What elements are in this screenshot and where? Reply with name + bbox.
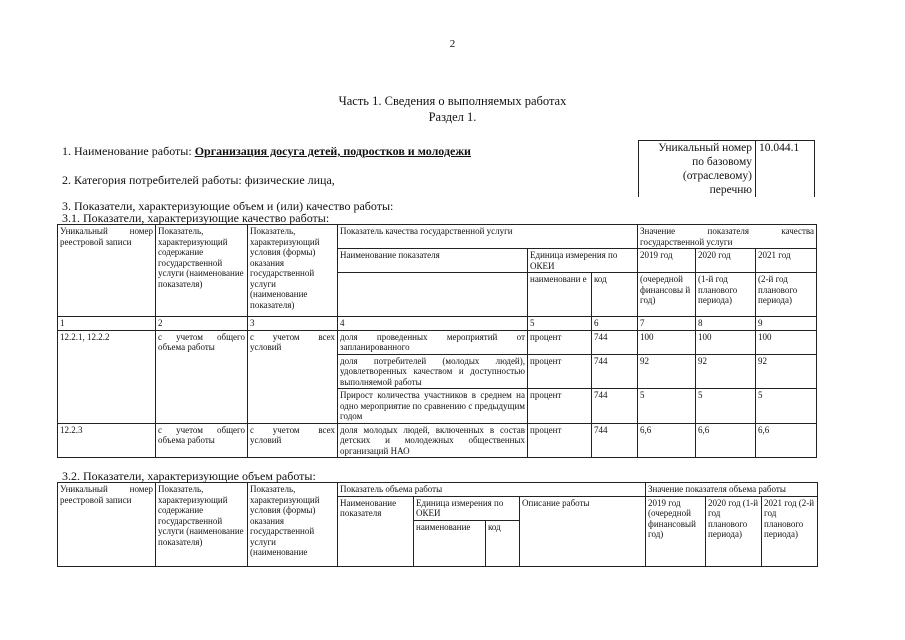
q-header-registry: Уникальный номер реестровой записи — [58, 225, 156, 317]
q-header-2020: 2020 год — [696, 249, 756, 273]
q-v2019: 5 — [638, 389, 696, 424]
q-header-quality: Показатель качества государственной услуги — [338, 225, 638, 249]
v-header-unit-name: наименование — [414, 520, 486, 566]
q-header-content: Показатель, характеризующий содержание государственной услуги (наименование показателя) — [156, 225, 248, 317]
q-v2021: 6,6 — [756, 423, 817, 458]
q-header-conditions: Показатель, характеризующий условия (формы) оказания государственной услуги (наименование показателя) — [248, 225, 338, 317]
q-indicator-name: доля проведенных мероприятий от запланированного — [338, 330, 528, 354]
v-header-2020: 2020 год (1-й год планового периода) — [706, 496, 762, 566]
q-indicator-name: доля потребителей (молодых людей), удовлетворенных качеством и доступностью выполняемой работы — [338, 354, 528, 389]
q-registry: 12.2.3 — [58, 423, 156, 458]
unique-label-line-2: по базовому — [639, 155, 756, 169]
v-header-conditions: Показатель, характеризующий условия (формы) оказания государственной услуги (наименование — [248, 483, 338, 567]
q-registry: 12.2.1, 12.2.2 — [58, 330, 156, 423]
v-header-unit-code: код — [486, 520, 520, 566]
q-unit: процент — [528, 389, 592, 424]
q-header-2021: 2021 год — [756, 249, 817, 273]
q-unit: процент — [528, 354, 592, 389]
q-v2020: 100 — [696, 330, 756, 354]
unique-label-line-1: Уникальный номер — [639, 141, 756, 156]
q-unit: процент — [528, 330, 592, 354]
q-v2020: 92 — [696, 354, 756, 389]
table-row — [58, 330, 817, 354]
unique-number-value: 10.044.1 — [756, 141, 815, 198]
v-header-volume: Показатель объема работы — [338, 483, 646, 497]
q-col-number: 6 — [592, 317, 638, 331]
q-v2021: 92 — [756, 354, 817, 389]
heading-3: 3. Показатели, характеризующие объем и (или) качество работы: — [62, 199, 394, 213]
q-col-number: 4 — [338, 317, 528, 331]
table-row — [58, 423, 817, 458]
q-col-number: 5 — [528, 317, 592, 331]
v-header-description: Описание работы — [520, 496, 646, 566]
q-col-number: 9 — [756, 317, 817, 331]
v-header-registry: Уникальный номер реестровой записи — [58, 483, 156, 567]
q-v2019: 6,6 — [638, 423, 696, 458]
v-header-content: Показатель, характеризующий содержание государственной услуги (наименование показателя) — [156, 483, 248, 567]
v-header-indicator-name: Наименование показателя — [338, 496, 414, 566]
q-header-2019-sub: (очередной финансовы й год) — [638, 273, 696, 317]
v-header-2019: 2019 год (очередной финансовый год) — [646, 496, 706, 566]
heading-3-1: 3.1. Показатели, характеризующие качество работы: — [62, 211, 330, 225]
unique-label-line-4: перечню — [639, 183, 756, 197]
q-header-value: Значение показателя качества государственной услуги — [638, 225, 817, 249]
q-content: с учетом общего объема работы — [156, 423, 248, 458]
v-header-value: Значение показателя объема работы — [646, 483, 818, 497]
page-number: 2 — [449, 38, 456, 50]
q-col-number: 2 — [156, 317, 248, 331]
q-col-number: 7 — [638, 317, 696, 331]
heading-3-2: 3.2. Показатели, характеризующие объем работы: — [62, 469, 316, 483]
q-conditions: с учетом всех условий — [248, 330, 338, 423]
q-code: 744 — [592, 330, 638, 354]
q-col-number: 1 — [58, 317, 156, 331]
q-header-unit-code: код — [592, 273, 638, 317]
q-v2020: 6,6 — [696, 423, 756, 458]
q-indicator-name: доля молодых людей, включенных в состав детских и молодежных общественных организаций НАО — [338, 423, 528, 458]
part-title: Часть 1. Сведения о выполняемых работах — [338, 94, 567, 108]
q-v2020: 5 — [696, 389, 756, 424]
q-unit: процент — [528, 423, 592, 458]
q-header-unit-name: наименовани е — [528, 273, 592, 317]
q-v2021: 5 — [756, 389, 817, 424]
q-content: с учетом общего объема работы — [156, 330, 248, 423]
q-code: 744 — [592, 389, 638, 424]
q-v2021: 100 — [756, 330, 817, 354]
unique-label-line-3: (отраслевому) — [639, 169, 756, 183]
q-conditions: с учетом всех условий — [248, 423, 338, 458]
work-name-label: 1. Наименование работы: — [62, 144, 192, 158]
q-v2019: 100 — [638, 330, 696, 354]
q-header-indicator-blank — [338, 273, 528, 317]
category-line: 2. Категория потребителей работы: физические лица, — [62, 173, 335, 187]
q-header-2020-sub: (1-й год планового периода) — [696, 273, 756, 317]
q-col-number: 3 — [248, 317, 338, 331]
section-title: Раздел 1. — [428, 110, 477, 124]
q-header-2019: 2019 год — [638, 249, 696, 273]
q-code: 744 — [592, 423, 638, 458]
q-header-indicator-name: Наименование показателя — [338, 249, 528, 273]
work-name-line — [62, 144, 471, 159]
v-header-2021: 2021 год (2-й год планового периода) — [762, 496, 818, 566]
q-indicator-name: Прирост количества участников в среднем на одно мероприятие по сравнению с предыдущим годом — [338, 389, 528, 424]
q-header-unit: Единица измерения по ОКЕИ — [528, 249, 638, 273]
quality-table — [57, 224, 817, 458]
q-code: 744 — [592, 354, 638, 389]
q-col-number: 8 — [696, 317, 756, 331]
q-header-2021-sub: (2-й год планового периода) — [756, 273, 817, 317]
q-v2019: 92 — [638, 354, 696, 389]
v-header-unit: Единица измерения по ОКЕИ — [414, 496, 520, 520]
work-name-value: Организация досуга детей, подростков и молодежи — [194, 144, 471, 158]
volume-table — [57, 482, 818, 567]
unique-number-box — [638, 140, 815, 197]
